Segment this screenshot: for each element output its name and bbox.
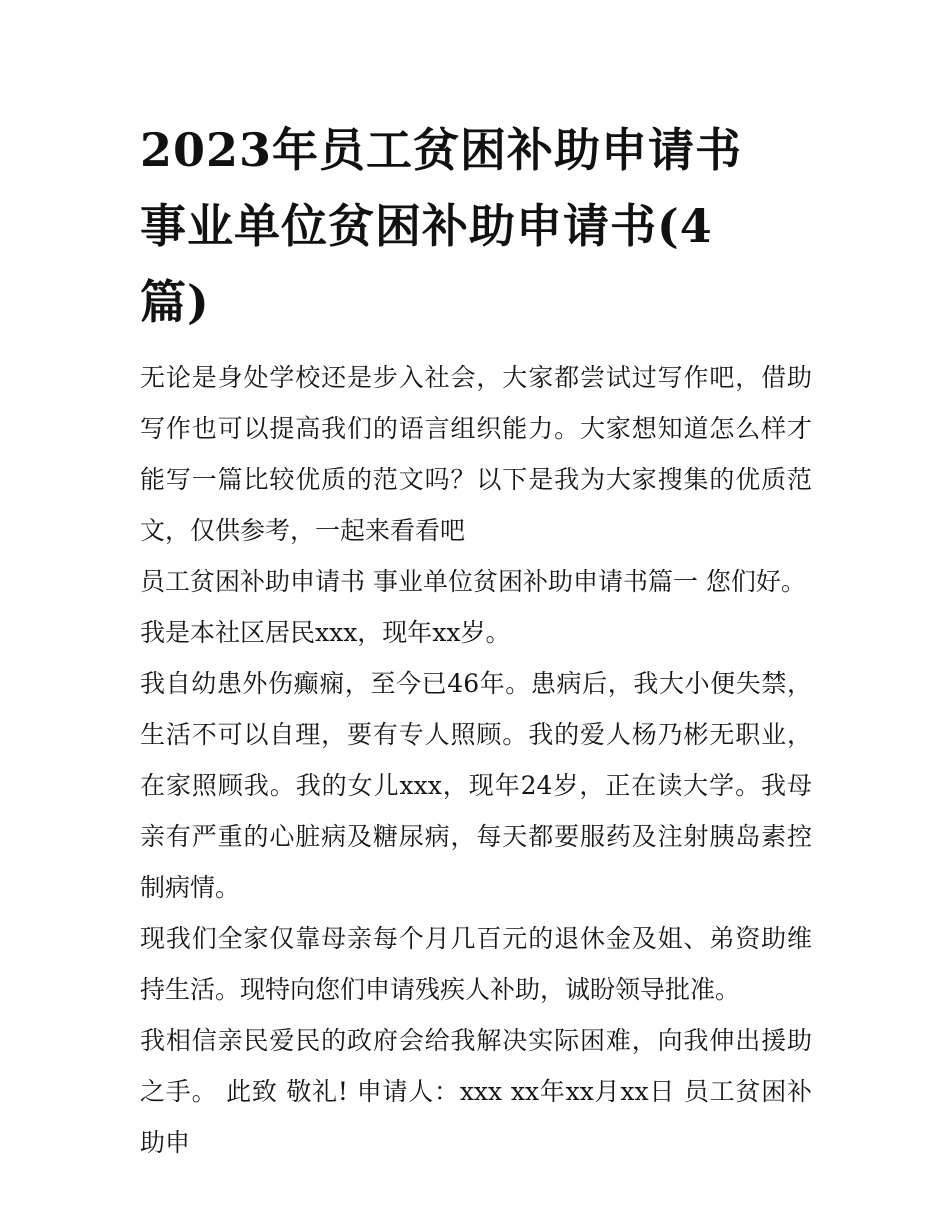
paragraph-greeting: 员工贫困补助申请书 事业单位贫困补助申请书篇一 您们好。 (140, 567, 806, 596)
document-body (140, 352, 812, 1168)
document-title: 2023年员工贫困补助申请书 事业单位贫困补助申请书(4篇) (140, 123, 743, 329)
paragraph-intro: 无论是身处学校还是步入社会，大家都尝试过写作吧，借助写作也可以提高我们的语言组织能力。大家想知道怎么样才能写一篇比较优质的范文吗？以下是我为大家搜集的优质范文，仅供参考，一起来看看吧 (140, 363, 812, 545)
paragraph-family-situation: 我自幼患外伤癫痫，至今已46年。患病后，我大小便失禁，生活不可以自理，要有专人照顾。我的爱人杨乃彬无职业，在家照顾我。我的女儿xxx，现年24岁，正在读大学。我母亲有严重的心脏病及糖尿病，每天都要服药及注射胰岛素控制病情。 (140, 669, 812, 902)
paragraph-self-introduction: 我是本社区居民xxx，现年xx岁。 (140, 618, 511, 647)
paragraph-request: 现我们全家仅靠母亲每个月几百元的退休金及姐、弟资助维持生活。现特向您们申请残疾人补助，诚盼领导批准。 (140, 924, 812, 1004)
paragraph-closing: 我相信亲民爱民的政府会给我解决实际困难，向我伸出援助之手。 此致 敬礼! 申请人：xxx xx年xx月xx日 员工贫困补助申 (140, 1026, 812, 1157)
